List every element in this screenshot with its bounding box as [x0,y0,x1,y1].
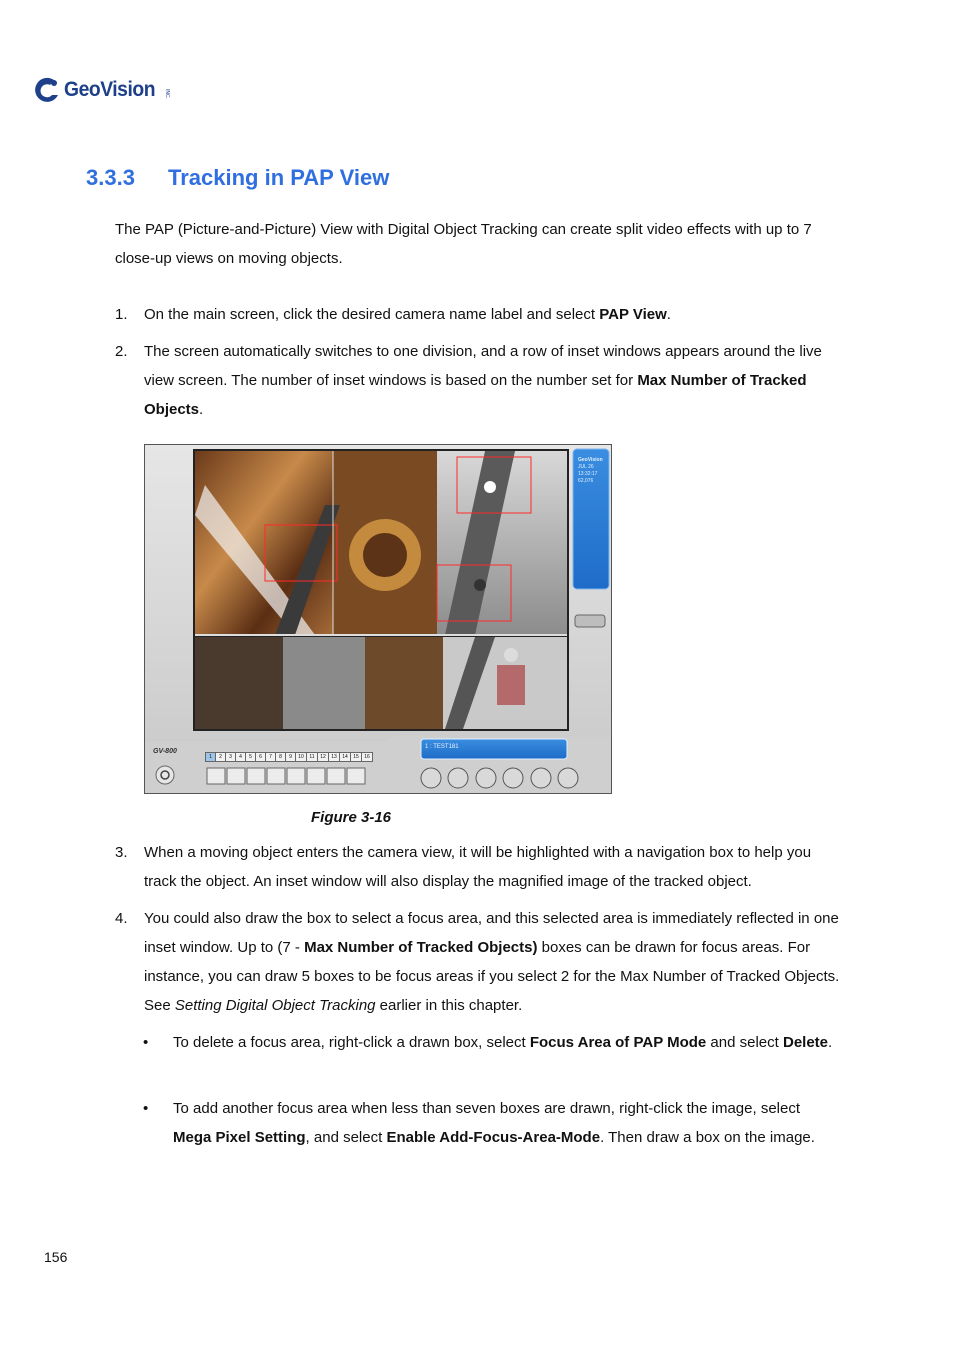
figure-caption: Figure 3-16 [311,809,392,826]
section-title: Tracking in PAP View [168,165,390,190]
camera-button-15[interactable]: 15 [350,752,362,762]
pap-view-image [145,445,611,793]
camera-button-3[interactable]: 3 [225,752,236,762]
bullet-add-focus: • To add another focus area when less than seven boxes are drawn, right-click the image, select Mega Pixel Setting, and select Enable Add-Focus-Area-Mode. Then draw a box on the image. [143,1094,838,1152]
clock-date: JUL 26 [578,464,594,470]
camera-button-8[interactable]: 8 [275,752,286,762]
camera-button-12[interactable]: 12 [317,752,329,762]
camera-select-row [205,752,372,762]
camera-button-16[interactable]: 16 [361,752,373,762]
camera-button-2[interactable]: 2 [215,752,226,762]
step-1: 1. On the main screen, click the desired camera name label and select PAP View. [115,300,840,329]
camera-button-6[interactable]: 6 [255,752,266,762]
intro-paragraph: The PAP (Picture-and-Picture) View with Digital Object Tracking can create split video effects with up to 7 close-up views on moving objects. [115,221,812,267]
step-number: 1. [115,306,128,323]
app-label: GV-800 [153,748,177,755]
camera-button-7[interactable]: 7 [265,752,276,762]
side-brand: GeoVision [578,457,603,463]
camera-button-5[interactable]: 5 [245,752,256,762]
bullet-dot-icon: • [143,1100,149,1117]
camera-button-11[interactable]: 11 [306,752,318,762]
camera-button-10[interactable]: 10 [295,752,307,762]
clock-time: 13:32:17 [578,471,598,477]
step-2: 2. The screen automatically switches to one division, and a row of inset windows appears around the live view screen. The number of inset windows is based on the number set for Max Number of Tracked Objects. [115,337,840,424]
pap-view-screenshot [144,444,612,794]
setting-tracking-reference: Setting Digital Object Tracking [174,997,376,1014]
camera-name-label[interactable]: 1 : TEST181 [425,744,459,750]
camera-button-1[interactable]: 1 [205,752,216,762]
step-number: 2. [115,343,128,360]
pap-view-term: PAP View [599,306,667,323]
step-4: 4. You could also draw the box to select a focus area, and this selected area is immediately reflected in one inset window. Up to (7 - Max Number of Tracked Objects) boxes can be drawn for focus areas. For instance, you can draw 5 boxes to be focus areas if you select 2 for the Max Number of Tracked Objects. See Setting Digital Object Tracking earlier in this chapter. [115,904,840,1020]
brand-name: GeoVision [64,78,156,101]
bullet-delete-focus: • To delete a focus area, right-click a drawn box, select Focus Area of PAP Mode and select Delete. [143,1028,838,1057]
clock-panel [578,457,610,485]
clock-code: 62,076 [578,478,594,484]
max-tracked-term: Max Number of Tracked Objects [144,372,807,418]
geovision-logo-icon [32,75,62,105]
camera-button-4[interactable]: 4 [235,752,246,762]
camera-button-14[interactable]: 14 [339,752,351,762]
brand-sub: INC. [163,89,170,99]
step-number: 4. [115,910,128,927]
section-heading [86,165,389,191]
step-number: 3. [115,844,128,861]
geovision-logo [32,72,170,108]
page-number: 156 [44,1249,68,1265]
max-tracked-term: Max Number of Tracked Objects) [304,939,538,956]
camera-button-13[interactable]: 13 [328,752,340,762]
bullet-dot-icon: • [143,1034,149,1051]
camera-button-9[interactable]: 9 [285,752,296,762]
step-3: 3. When a moving object enters the camera view, it will be highlighted with a navigation box to help you track the object. An inset window will also display the magnified image of the tracked object. [115,838,840,896]
section-number: 3.3.3 [86,165,135,190]
